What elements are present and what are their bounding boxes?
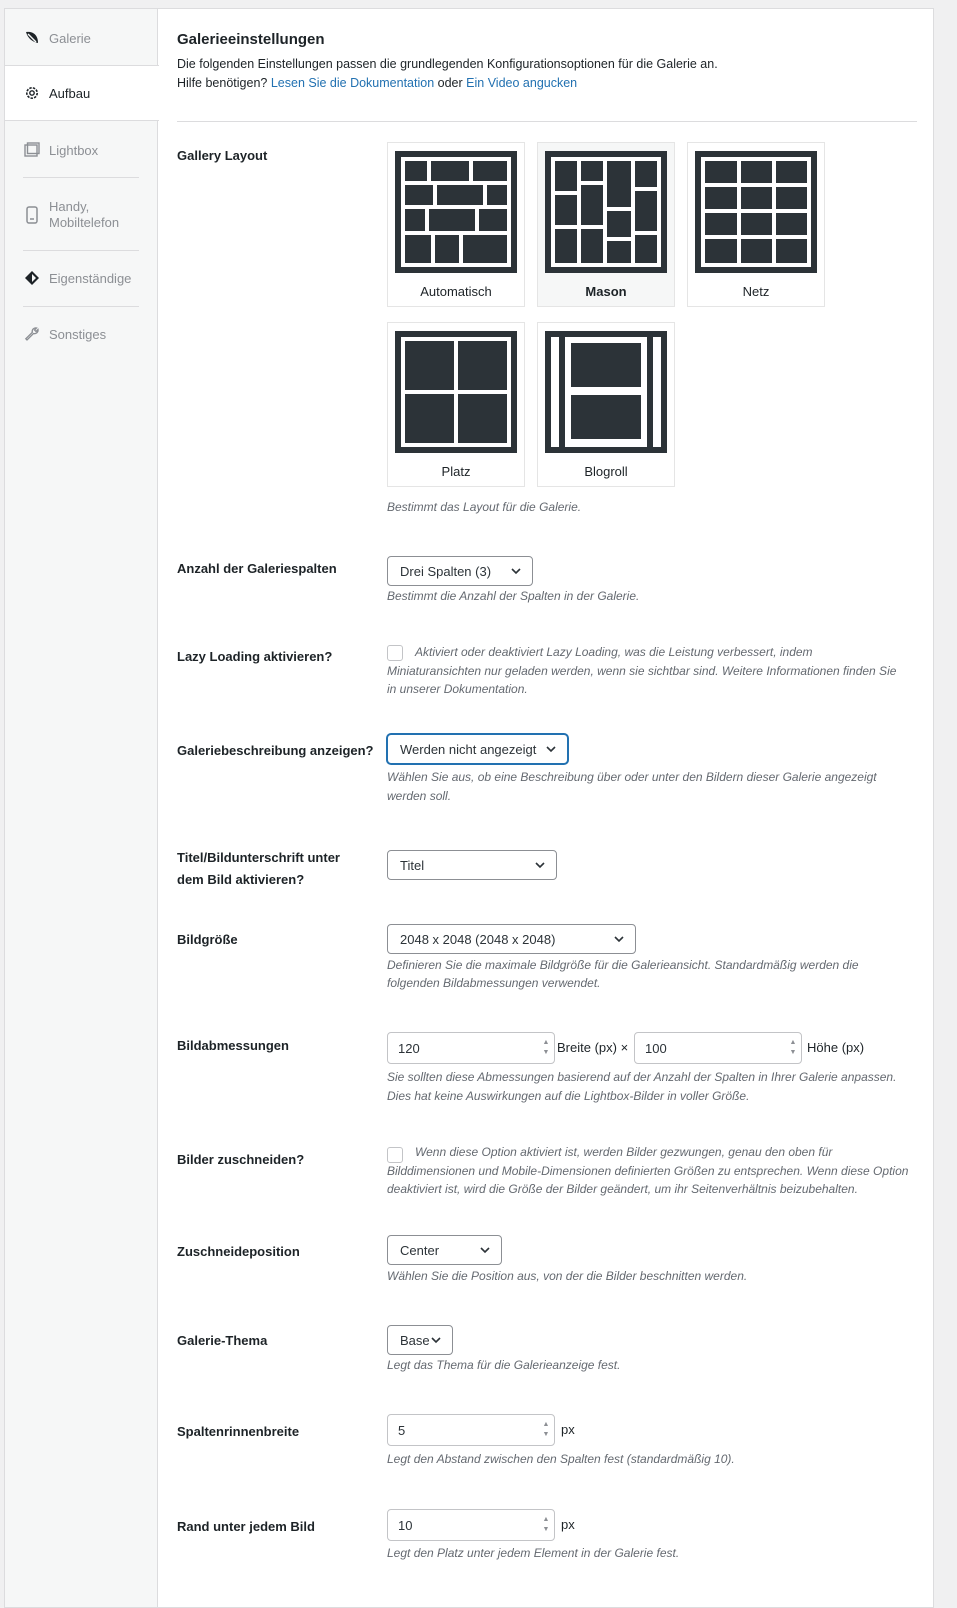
spin-down-icon: ▼ xyxy=(542,1431,550,1438)
crop-desc-line2: Bilddimensionen und Mobile-Dimensionen definierten Größen zu entsprechen. Wenn diese Option xyxy=(387,1164,909,1178)
image-size-desc-line1: Definieren Sie die maximale Bildgröße für die Galerieansicht. Standardmäßig werden die xyxy=(387,958,859,972)
image-size-select-value: 2048 x 2048 (2048 x 2048) xyxy=(400,931,556,947)
columns-select[interactable] xyxy=(387,556,533,586)
width-input[interactable] xyxy=(387,1032,555,1064)
margin-description: Legt den Platz unter jedem Element in der Galerie fest. xyxy=(387,1546,680,1560)
crop-position-select-value: Center xyxy=(400,1242,440,1258)
layout-option-automatisch[interactable] xyxy=(387,142,525,307)
crop-desc-line3: deaktiviert ist, wird die Größe der Bilder geändert, um ihr Seitenverhältnis beizubehalten. xyxy=(387,1182,858,1196)
gear-icon xyxy=(23,84,41,102)
grid-layout-icon xyxy=(695,151,817,273)
height-input[interactable] xyxy=(634,1032,802,1064)
lightbox-icon xyxy=(23,141,41,159)
gallery-description-desc-line2: werden soll. xyxy=(387,789,452,803)
sidebar-divider xyxy=(23,306,139,307)
lazy-loading-description-line2: Miniaturansichten nur geladen werden, wenn sie sichtbar sind. Weitere Informationen finden Sie xyxy=(387,664,897,678)
margin-label: Rand unter jedem Bild xyxy=(177,1519,315,1534)
columns-label: Anzahl der Galeriespalten xyxy=(177,561,337,576)
chevron-down-icon xyxy=(430,1334,442,1346)
gutter-input-value: 5 xyxy=(398,1422,406,1438)
lazy-loading-checkbox[interactable] xyxy=(387,645,403,661)
width-spinner[interactable] xyxy=(541,1039,551,1057)
settings-sidebar xyxy=(5,9,158,1607)
gutter-label: Spaltenrinnenbreite xyxy=(177,1424,300,1439)
sidebar-item-label-line2: Mobiltelefon xyxy=(49,215,120,230)
layout-option-blogroll[interactable] xyxy=(537,322,675,487)
spin-down-icon: ▼ xyxy=(789,1049,797,1056)
crop-position-select[interactable] xyxy=(387,1235,502,1265)
layout-option-label: Automatisch xyxy=(420,284,492,299)
margin-input-value: 10 xyxy=(398,1517,413,1533)
sidebar-item-label-line1: Handy, xyxy=(49,199,90,214)
chevron-down-icon xyxy=(479,1244,491,1256)
margin-unit-label: px xyxy=(561,1517,575,1532)
help-prefix: Hilfe benötigen? xyxy=(177,76,268,90)
sidebar-item-mobile[interactable] xyxy=(5,189,158,241)
width-input-value: 120 xyxy=(398,1040,420,1056)
theme-select[interactable] xyxy=(387,1325,453,1355)
caption-label-line2: dem Bild aktivieren? xyxy=(177,872,305,887)
columns-select-value: Drei Spalten (3) xyxy=(400,563,492,579)
spin-up-icon: ▲ xyxy=(542,1516,550,1523)
dimensions-label: Bildabmessungen xyxy=(177,1038,289,1053)
sidebar-item-galerie[interactable] xyxy=(5,21,158,55)
intro-text: Die folgenden Einstellungen passen die grundlegenden Konfigurationsoptionen für die Galerie an. xyxy=(177,57,718,71)
chevron-down-icon xyxy=(534,859,546,871)
video-link[interactable]: Ein Video angucken xyxy=(466,76,578,90)
chevron-down-icon xyxy=(510,565,522,577)
gutter-description: Legt den Abstand zwischen den Spalten fest (standardmäßig 10). xyxy=(387,1452,735,1466)
layout-option-label: Platz xyxy=(441,464,471,479)
height-unit-label: Höhe (px) xyxy=(807,1040,865,1055)
caption-select-value: Titel xyxy=(400,857,425,873)
divider xyxy=(177,121,917,122)
width-unit-label: Breite (px) × xyxy=(557,1040,629,1055)
sidebar-item-standalone[interactable] xyxy=(5,261,158,295)
crop-position-label: Zuschneideposition xyxy=(177,1244,300,1259)
mason-layout-icon xyxy=(545,151,667,273)
spin-up-icon: ▲ xyxy=(542,1421,550,1428)
lazy-loading-description-line1: Aktiviert oder deaktiviert Lazy Loading, was die Leistung verbessert, indem xyxy=(415,645,813,659)
settings-panel xyxy=(4,8,934,1608)
margin-input[interactable] xyxy=(387,1509,555,1541)
image-size-label: Bildgröße xyxy=(177,932,238,947)
gallery-description-label: Galeriebeschreibung anzeigen? xyxy=(177,743,374,758)
layout-option-label: Netz xyxy=(742,284,770,299)
crop-position-description: Wählen Sie die Position aus, von der die Bilder beschnitten werden. xyxy=(387,1269,748,1283)
layout-option-label: Blogroll xyxy=(584,464,628,479)
dimensions-desc-line1: Sie sollten diese Abmessungen basierend auf der Anzahl der Spalten in Ihrer Galerie anpassen. xyxy=(387,1070,897,1084)
sidebar-item-sonstiges[interactable] xyxy=(5,317,158,351)
help-line xyxy=(177,76,577,90)
sidebar-item-label: Aufbau xyxy=(49,85,91,101)
automatic-layout-icon xyxy=(395,151,517,273)
sidebar-item-label: Sonstiges xyxy=(49,326,107,342)
leaf-icon xyxy=(23,29,41,47)
lazy-loading-description-line3: in unserer Dokumentation. xyxy=(387,682,528,696)
gallery-description-desc-line1: Wählen Sie aus, ob eine Beschreibung über oder unter den Bildern dieser Galerie angezeigt xyxy=(387,770,877,784)
sidebar-item-label: Galerie xyxy=(49,30,91,46)
theme-label: Galerie-Thema xyxy=(177,1333,268,1348)
sidebar-item-aufbau[interactable] xyxy=(5,65,159,121)
gutter-input[interactable] xyxy=(387,1414,555,1446)
sidebar-item-lightbox[interactable] xyxy=(5,133,158,167)
chevron-down-icon xyxy=(613,933,625,945)
gallery-layout-label: Gallery Layout xyxy=(177,148,268,163)
margin-spinner[interactable] xyxy=(541,1516,551,1534)
sidebar-divider xyxy=(23,250,139,251)
caption-label-line1: Titel/Bildunterschrift unter xyxy=(177,850,340,865)
layout-description: Bestimmt das Layout für die Galerie. xyxy=(387,500,582,514)
lazy-loading-label: Lazy Loading aktivieren? xyxy=(177,649,333,664)
documentation-link[interactable]: Lesen Sie die Dokumentation xyxy=(270,76,435,90)
wrench-icon xyxy=(23,325,41,343)
crop-checkbox[interactable] xyxy=(387,1147,403,1163)
layout-option-netz[interactable] xyxy=(687,142,825,307)
caption-select[interactable] xyxy=(387,850,557,880)
crop-label: Bilder zuschneiden? xyxy=(177,1152,305,1167)
height-input-value: 100 xyxy=(645,1040,667,1056)
sidebar-item-label: Eigenständige xyxy=(49,270,132,286)
theme-description: Legt das Thema für die Galerieanzeige fest. xyxy=(387,1358,621,1372)
spin-down-icon: ▼ xyxy=(542,1526,550,1533)
standalone-icon xyxy=(23,269,41,287)
gutter-spinner[interactable] xyxy=(541,1421,551,1439)
dimensions-desc-line2: Dies hat keine Auswirkungen auf die Lightbox-Bilder in voller Größe. xyxy=(387,1089,750,1103)
image-size-select[interactable] xyxy=(387,924,636,954)
mobile-icon xyxy=(23,206,41,224)
sidebar-item-label: Lightbox xyxy=(49,142,99,158)
layout-option-platz[interactable] xyxy=(387,322,525,487)
square-layout-icon xyxy=(395,331,517,453)
theme-select-value: Base xyxy=(400,1332,430,1348)
spin-up-icon: ▲ xyxy=(542,1039,550,1046)
gutter-unit-label: px xyxy=(561,1422,575,1437)
spin-down-icon: ▼ xyxy=(542,1049,550,1056)
columns-description: Bestimmt die Anzahl der Spalten in der Galerie. xyxy=(387,589,640,603)
spin-up-icon: ▲ xyxy=(789,1039,797,1046)
page-title: Galerieeinstellungen xyxy=(177,31,325,48)
help-or: oder xyxy=(437,76,463,90)
image-size-desc-line2: folgenden Bildabmessungen verwendet. xyxy=(387,976,601,990)
gallery-description-select[interactable] xyxy=(387,734,568,764)
gallery-description-select-value: Werden nicht angezeigt xyxy=(400,741,537,757)
chevron-down-icon xyxy=(545,743,557,755)
blogroll-layout-icon xyxy=(545,331,667,453)
layout-option-mason[interactable] xyxy=(537,142,675,307)
layout-option-label: Mason xyxy=(585,284,627,299)
crop-desc-line1: Wenn diese Option aktiviert ist, werden Bilder gezwungen, genau den oben für xyxy=(415,1145,833,1159)
height-spinner[interactable] xyxy=(788,1039,798,1057)
sidebar-divider xyxy=(23,177,139,178)
